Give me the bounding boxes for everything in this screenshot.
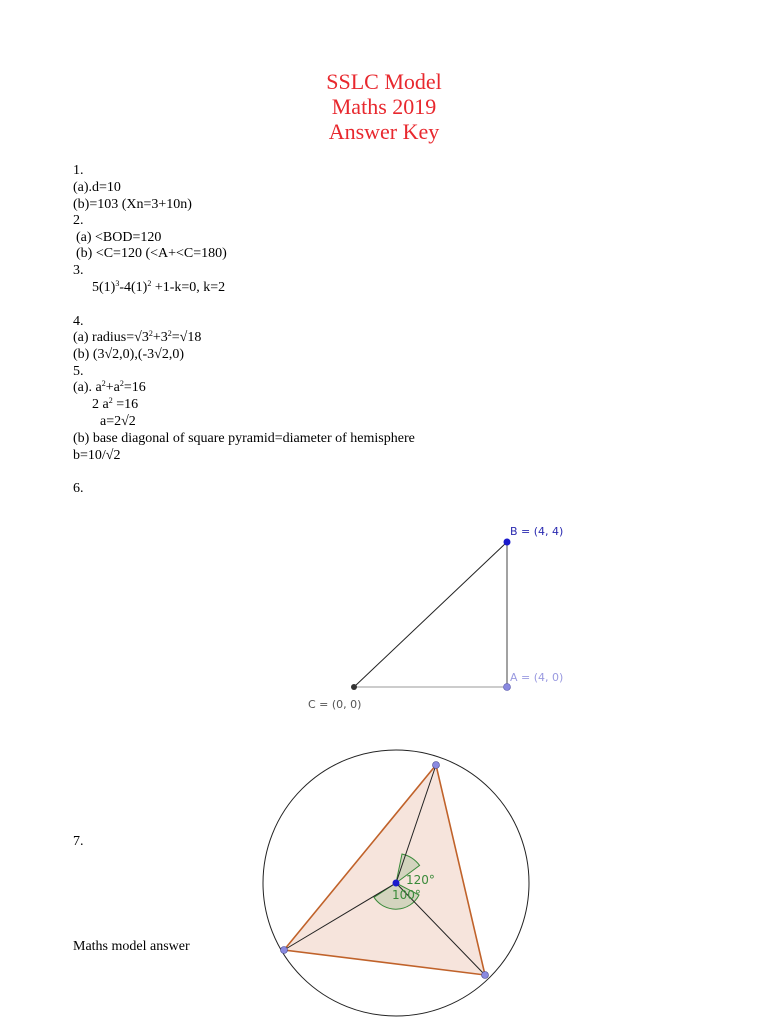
q2-number: 2. [73, 213, 84, 228]
figure-7 [263, 750, 529, 1016]
q5-answer-a-line2: 2 $a^2 =16$ [92, 396, 139, 412]
vertex-top [433, 762, 440, 769]
label-point-c: C = (0, 0) [308, 698, 362, 711]
point-a [504, 684, 511, 691]
q4-number: 4. [73, 314, 84, 329]
q6-number: 6. [73, 481, 84, 496]
point-b [504, 539, 511, 546]
vertex-right [482, 972, 489, 979]
center-point [393, 880, 400, 887]
vertex-left [281, 947, 288, 954]
q7-number: 7. [73, 834, 84, 849]
label-point-b: B = (4, 4) [510, 525, 564, 538]
label-point-a: A = (4, 0) [510, 671, 564, 684]
angle-label-100: 100° [392, 888, 421, 902]
footer-caption: Maths model answer [73, 939, 190, 954]
figure-6 [308, 525, 563, 711]
q5-answer-b: (b) base diagonal of square pyramid=diameter of hemisphere [73, 431, 415, 446]
q5-answer-a-line3: a=2√2 [100, 414, 136, 429]
point-c [351, 684, 357, 690]
q3-equation: $5(1)^3-4(1)^2 +1-k=0$, k=2 [92, 279, 226, 295]
segment-cb [354, 542, 507, 687]
q5-number: 5. [73, 364, 84, 379]
q5-answer-a-line1: (a). $a^2+a^2=16$ [73, 379, 146, 395]
title-line-2: Maths 2019 [331, 94, 437, 119]
angle-label-120: 120° [406, 873, 435, 887]
title-line-1: SSLC Model [326, 69, 442, 94]
q1-number: 1. [73, 163, 84, 178]
q4-answer-b: (b) (3√2,0),(-3√2,0) [73, 347, 185, 362]
q5-answer-b-result: b=10/√2 [73, 448, 121, 463]
q2-answer-a: (a) <BOD=120 [76, 230, 162, 245]
title-line-3: Answer Key [328, 119, 440, 144]
q1-answer-b: (b)=103 (Xn=3+10n) [73, 197, 192, 212]
q1-answer-a: (a).d=10 [73, 180, 121, 195]
q2-answer-b: (b) <C=120 (<A+<C=180) [76, 246, 227, 261]
q4-answer-a: (a) $radius=√3^2+3^2=√18$ [73, 329, 202, 345]
q3-number: 3. [73, 263, 84, 278]
